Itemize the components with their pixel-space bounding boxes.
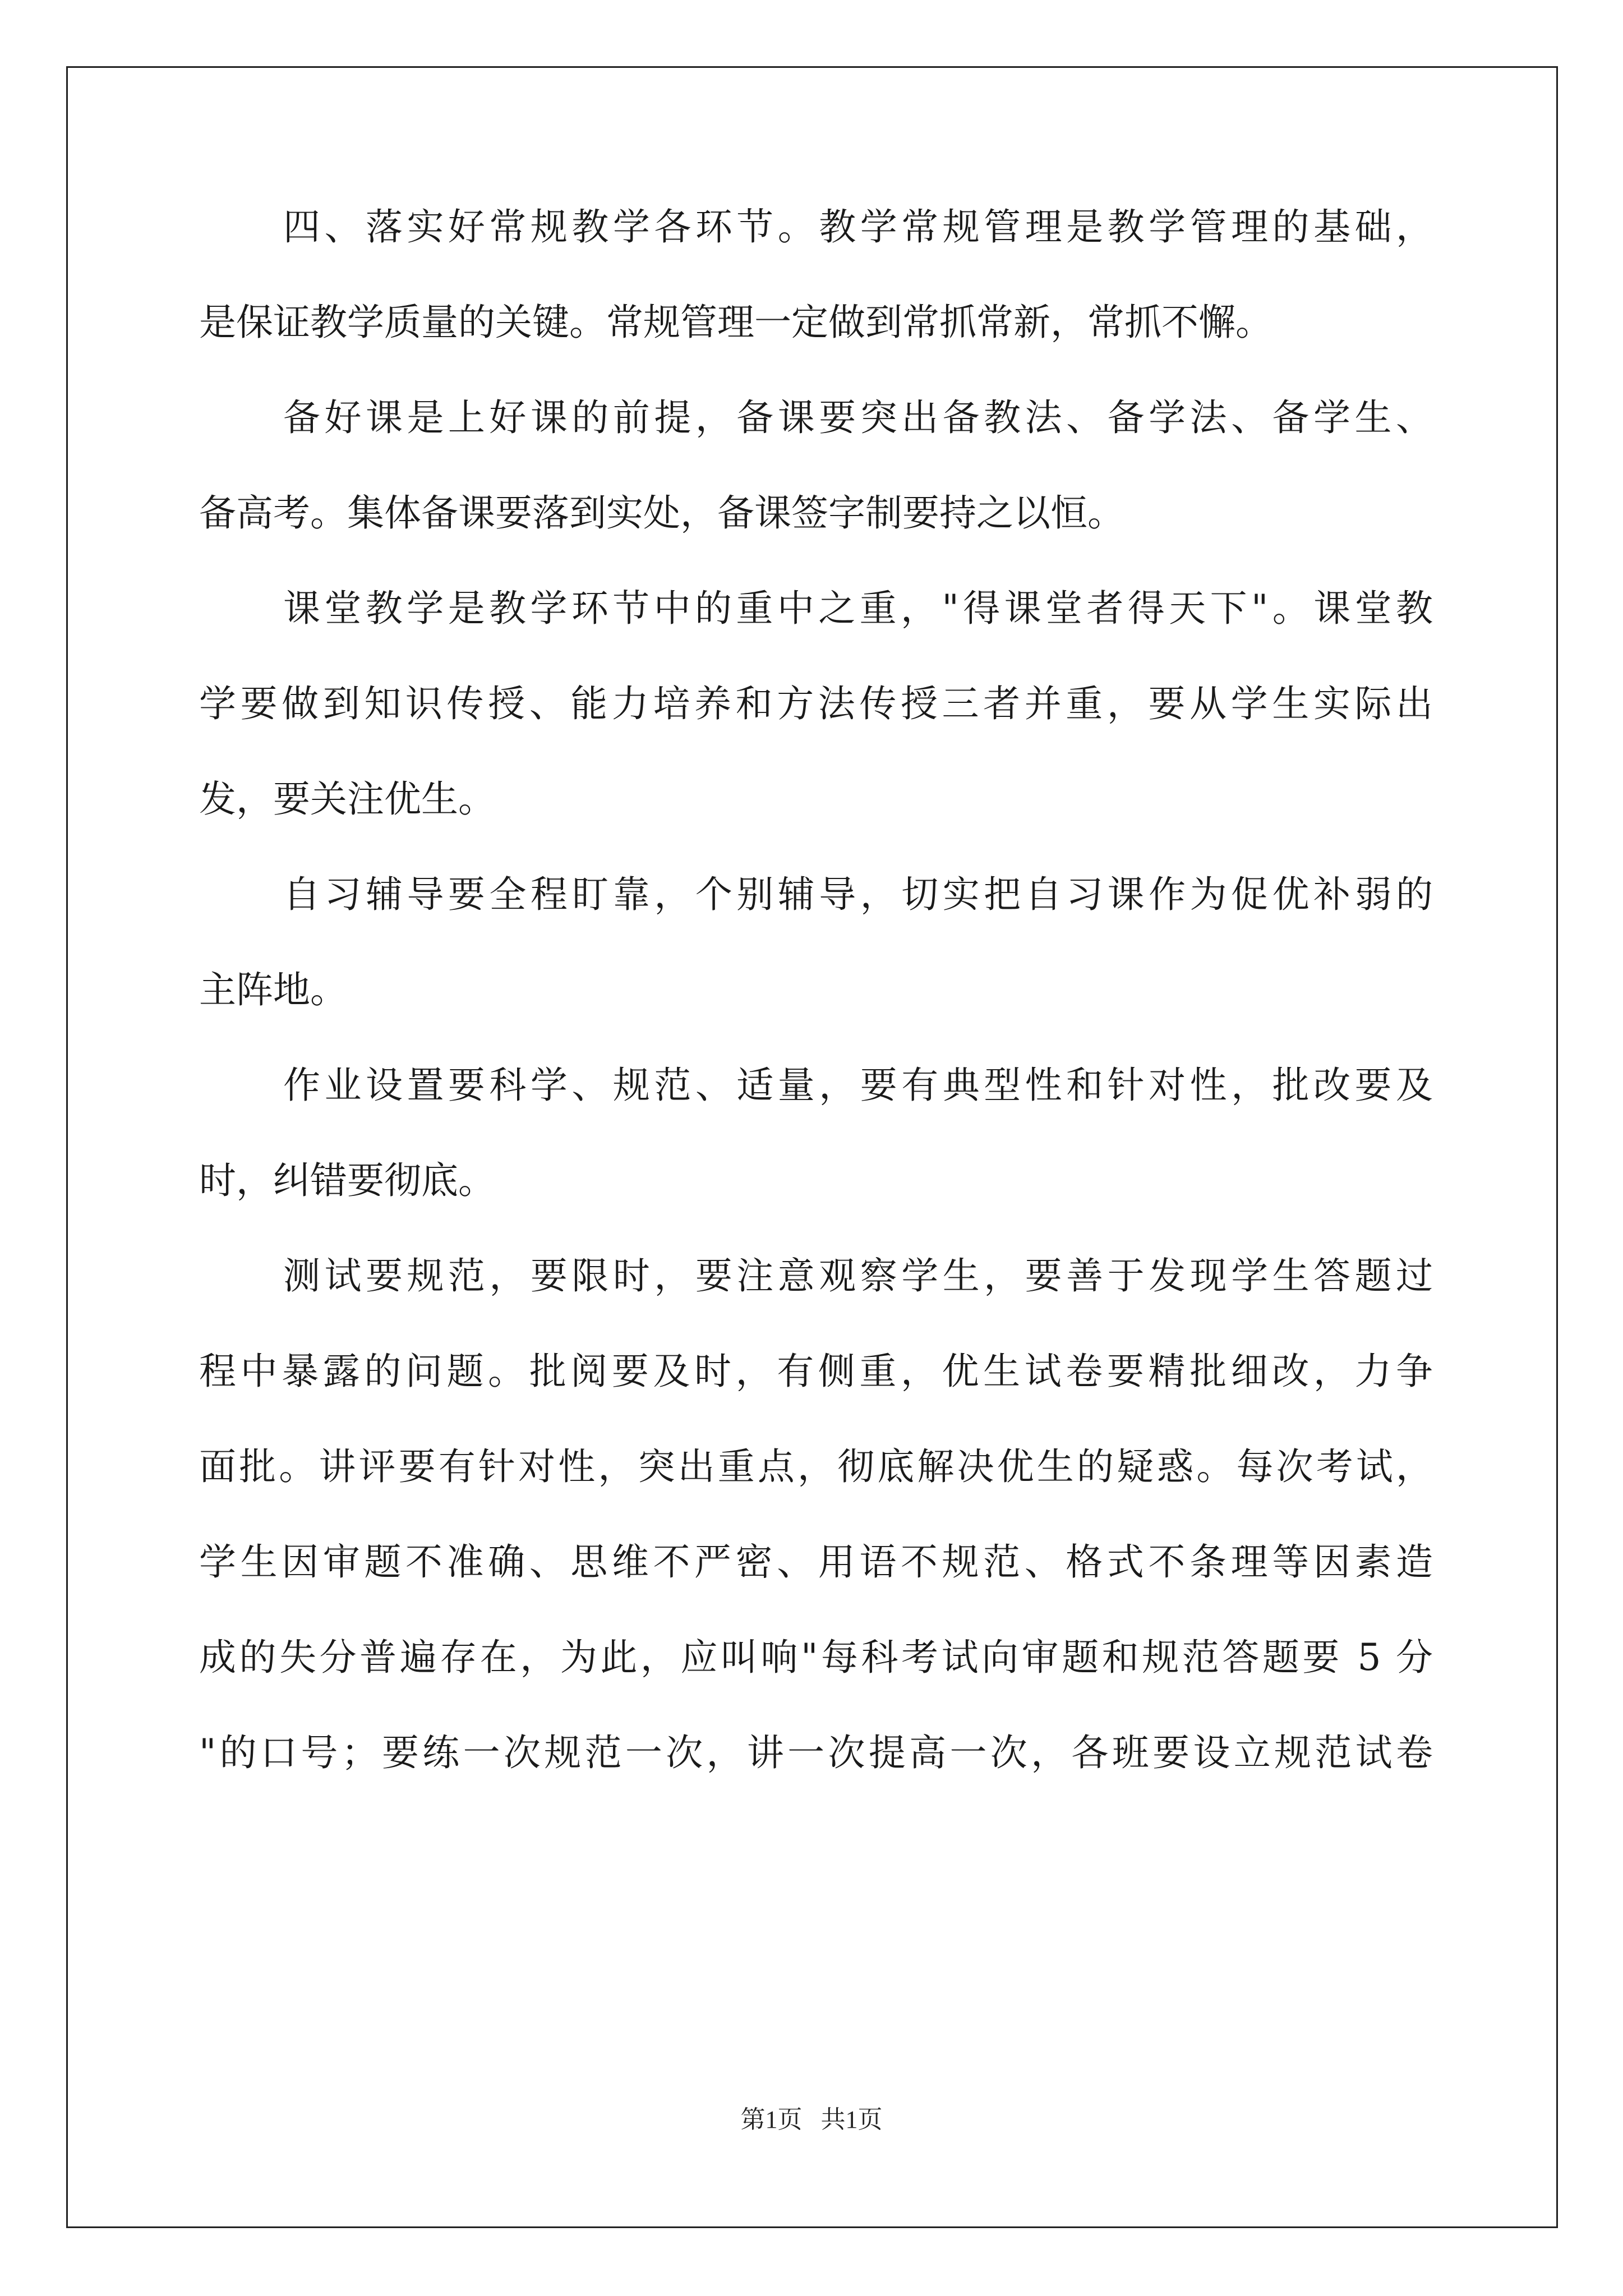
paragraph-line: 学要做到知识传授、能力培养和方法传授三者并重，要从学生实际出 xyxy=(199,682,1433,725)
paragraph-line: 备高考。集体备课要落到实处，备课签字制要持之以恒。 xyxy=(199,491,1124,535)
paragraph-line: 程中暴露的问题。批阅要及时，有侧重，优生试卷要精批细改，力争 xyxy=(199,1350,1433,1393)
paragraph-line: 测试要规范，要限时，要注意观察学生，要善于发现学生答题过 xyxy=(283,1254,1433,1297)
paragraph-line: 学生因审题不准确、思维不严密、用语不规范、格式不条理等因素造 xyxy=(199,1540,1433,1584)
paragraph-line: 是保证教学质量的关键。常规管理一定做到常抓常新，常抓不懈。 xyxy=(199,301,1272,344)
paragraph-line: 自习辅导要全程盯靠，个别辅导，切实把自习课作为促优补弱的 xyxy=(283,873,1433,916)
paragraph-line: 发，要关注优生。 xyxy=(199,777,495,821)
paragraph-line: 四、落实好常规教学各环节。教学常规管理是教学管理的基础， xyxy=(283,205,1433,249)
page-number-footer: 第1页 共1页 xyxy=(740,2106,883,2133)
paragraph-line: 面批。讲评要有针对性，突出重点，彻底解决优生的疑惑。每次考试， xyxy=(199,1445,1433,1488)
paragraph-line: 主阵地。 xyxy=(199,968,347,1011)
paragraph-line: "的口号；要练一次规范一次，讲一次提高一次，各班要设立规范试卷 xyxy=(199,1731,1433,1774)
paragraph-line: 作业设置要科学、规范、适量，要有典型性和针对性，批改要及 xyxy=(283,1064,1433,1107)
paragraph-line: 成的失分普遍存在，为此，应叫响"每科考试向审题和规范答题要 5 分 xyxy=(199,1636,1433,1679)
paragraph-line: 备好课是上好课的前提，备课要突出备教法、备学法、备学生、 xyxy=(283,396,1433,439)
document-body xyxy=(199,205,1433,1829)
paragraph-line: 时，纠错要彻底。 xyxy=(199,1159,495,1202)
paragraph-line: 课堂教学是教学环节中的重中之重，"得课堂者得天下"。课堂教 xyxy=(283,587,1433,630)
